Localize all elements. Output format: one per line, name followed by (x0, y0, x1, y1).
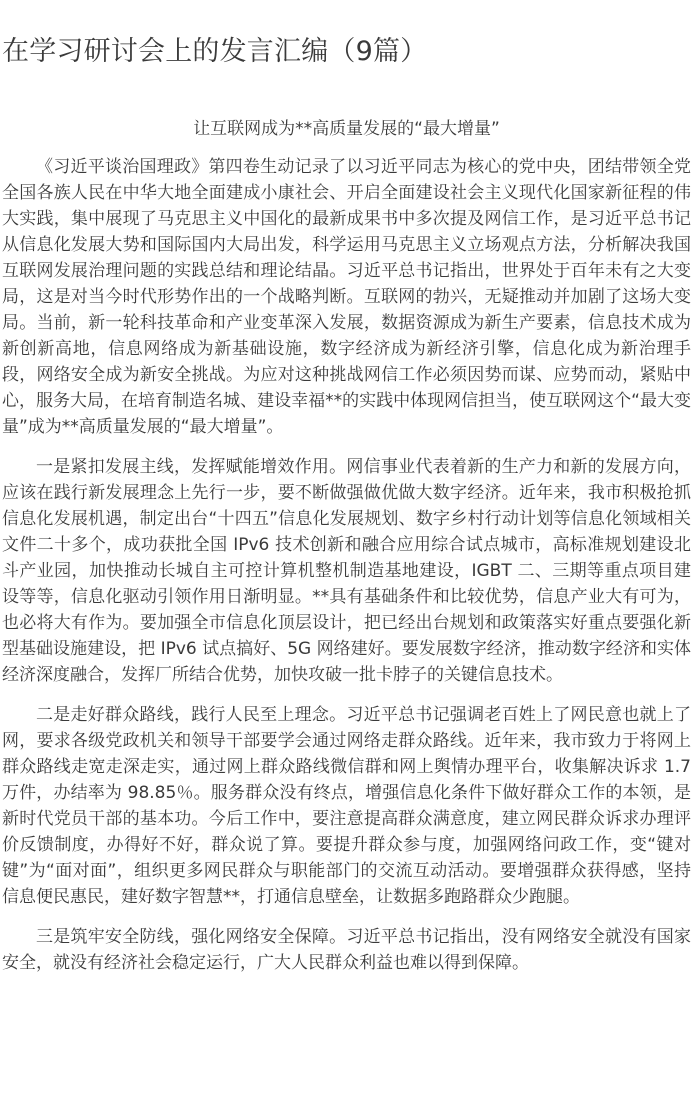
document-title: 在学习研讨会上的发言汇编（9篇） (2, 36, 428, 67)
section-subtitle: 让互联网成为**高质量发展的“最大增量” (193, 119, 500, 139)
paragraph-point-one: 一是紧扣发展主线，发挥赋能增效作用。网信事业代表着新的生产力和新的发展方向，应该在践行新发展理念上先行一步，要不断做强做优做大数字经济。近年来，我市积极抢抓信息化发展机遇，制定出台“十四五”信息化发展规划、数字乡村行动计划等信息化领域相关文件二十多个，成功获批全国 IPv6 技术创新和融合应用综合试点城市，高标准规划建设北斗产业园，加快推动长城自主可控计算机整机制造基地建设，IGBT 二、三期等重点项目建设等等，信息化驱动引领作用日渐明显。**具有基础条件和比较优势，信息产业大有可为，也必将大有作为。要加强全市信息化顶层设计，把已经出台规划和政策落实好重点要强化新型基础设施建设，把 IPv6 试点搞好、5G 网络建好。要发展数字经济，推动数字经济和实体经济深度融合，发挥厂所结合优势，加快攻破一批卡脖子的关键信息技术。 (2, 457, 691, 685)
paragraph-point-two: 二是走好群众路线，践行人民至上理念。习近平总书记强调老百姓上了网民意也就上了网，要求各级党政机关和领导干部要学会通过网络走群众路线。近年来，我市致力于将网上群众路线走宽走深走实，通过网上群众路线微信群和网上舆情办理平台，收集解决诉求 1.7 万件，办结率为 98.85％。服务群众没有终点，增强信息化条件下做好群众工作的本领，是新时代党员干部的基本功。今后工作中，要注意提高群众满意度，建立网民群众诉求办理评价反馈制度，办得好不好，群众说了算。要提升群众参与度，加强网络问政工作，变“键对键”为“面对面”，组织更多网民群众与职能部门的交流互动活动。要增强群众获得感，坚持信息便民惠民，建好数字智慧**，打通信息壁垒，让数据多跑路群众少跑腿。 (2, 705, 691, 907)
document-body (2, 154, 691, 990)
paragraph-intro: 《习近平谈治国理政》第四卷生动记录了以习近平同志为核心的党中央，团结带领全党全国各族人民在中华大地全面建成小康社会、开启全面建设社会主义现代化国家新征程的伟大实践，集中展现了马克思主义中国化的最新成果书中多次提及网信工作，是习近平总书记从信息化发展大势和国际国内大局出发，科学运用马克思主义立场观点方法，分析解决我国互联网发展治理问题的实践总结和理论结晶。习近平总书记指出，世界处于百年未有之大变局，这是对当今时代形势作出的一个战略判断。互联网的勃兴，无疑推动并加剧了这场大变局。当前，新一轮科技革命和产业变革深入发展，数据资源成为新生产要素，信息技术成为新创新高地，信息网络成为新基础设施，数字经济成为新经济引擎，信息化成为新治理手段，网络安全成为新安全挑战。为应对这种挑战网信工作必须因势而谋、应势而动，紧贴中心，服务大局，在培育制造名城、建设幸福**的实践中体现网信担当，使互联网这个“最大变量”成为**高质量发展的“最大增量”。 (2, 157, 691, 437)
paragraph-point-three: 三是筑牢安全防线，强化网络安全保障。习近平总书记指出，没有网络安全就没有国家安全，就没有经济社会稳定运行，广大人民群众利益也难以得到保障。 (2, 927, 691, 973)
